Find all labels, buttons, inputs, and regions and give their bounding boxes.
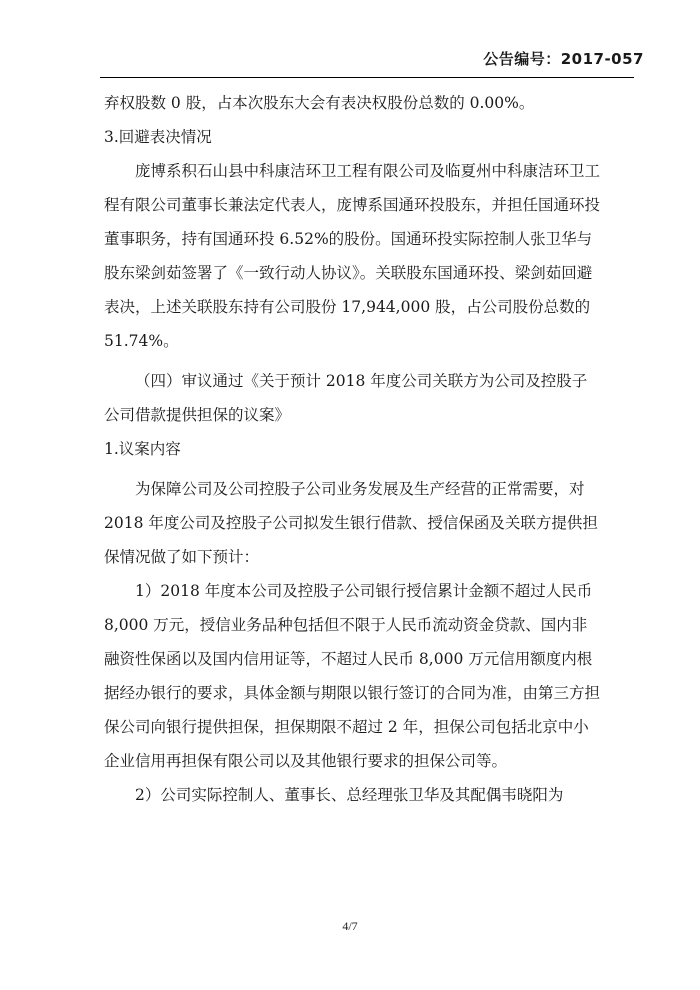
heading-resolution-four: （四）审议通过《关于预计 2018 年度公司关联方为公司及控股子公司借款提供担保的议案》 <box>104 372 588 424</box>
document-body <box>104 86 600 812</box>
paragraph-item-one: 1）2018 年度本公司及控股子公司银行授信累计金额不超过人民币 8,000 万元，授信业务品种包括但不限于人民币流动资金贷款、国内非融资性保函以及国内信用证等，不超过人民币 8,000 万元信用额度内根据经办银行的要求，具体金额与期限以银行签订的合同为准，由第三方担保公司向银行提供担保，担保期限不超过 2 年，担保公司包括北京中小企业信用再担保有限公司以及其他银行要求的担保公司等。 <box>104 582 601 770</box>
paragraph-recusal-details: 庞博系积石山县中科康洁环卫工程有限公司及临夏州中科康洁环卫工程有限公司董事长兼法定代表人，庞博系国通环投股东，并担任国通环投董事职务，持有国通环投 6.52%的股份。国通环投实际控制人张卫华与股东梁剑茹签署了《一致行动人协议》。关联股东国通环投、梁剑茹回避表决，上述关联股东持有公司股份 17,944,000 股，占公司股份总数的 51.74%。 <box>104 162 601 350</box>
heading-proposal-content: 1.议案内容 <box>104 440 181 458</box>
page-number: 4/7 <box>342 919 358 933</box>
heading-recusal: 3.回避表决情况 <box>104 128 212 146</box>
paragraph-abstain-votes: 弃权股数 0 股，占本次股东大会有表决权股份总数的 0.00%。 <box>104 94 535 112</box>
paragraph-proposal-intro: 为保障公司及公司控股子公司业务发展及生产经营的正常需要，对 2018 年度公司及控股子公司拟发生银行借款、授信保函及关联方提供担保情况做了如下预计： <box>104 480 598 566</box>
header-divider <box>100 77 634 78</box>
notice-number: 公告编号：2017-057 <box>483 50 644 68</box>
paragraph-item-two: 2）公司实际控制人、董事长、总经理张卫华及其配偶韦晓阳为 <box>135 786 564 804</box>
